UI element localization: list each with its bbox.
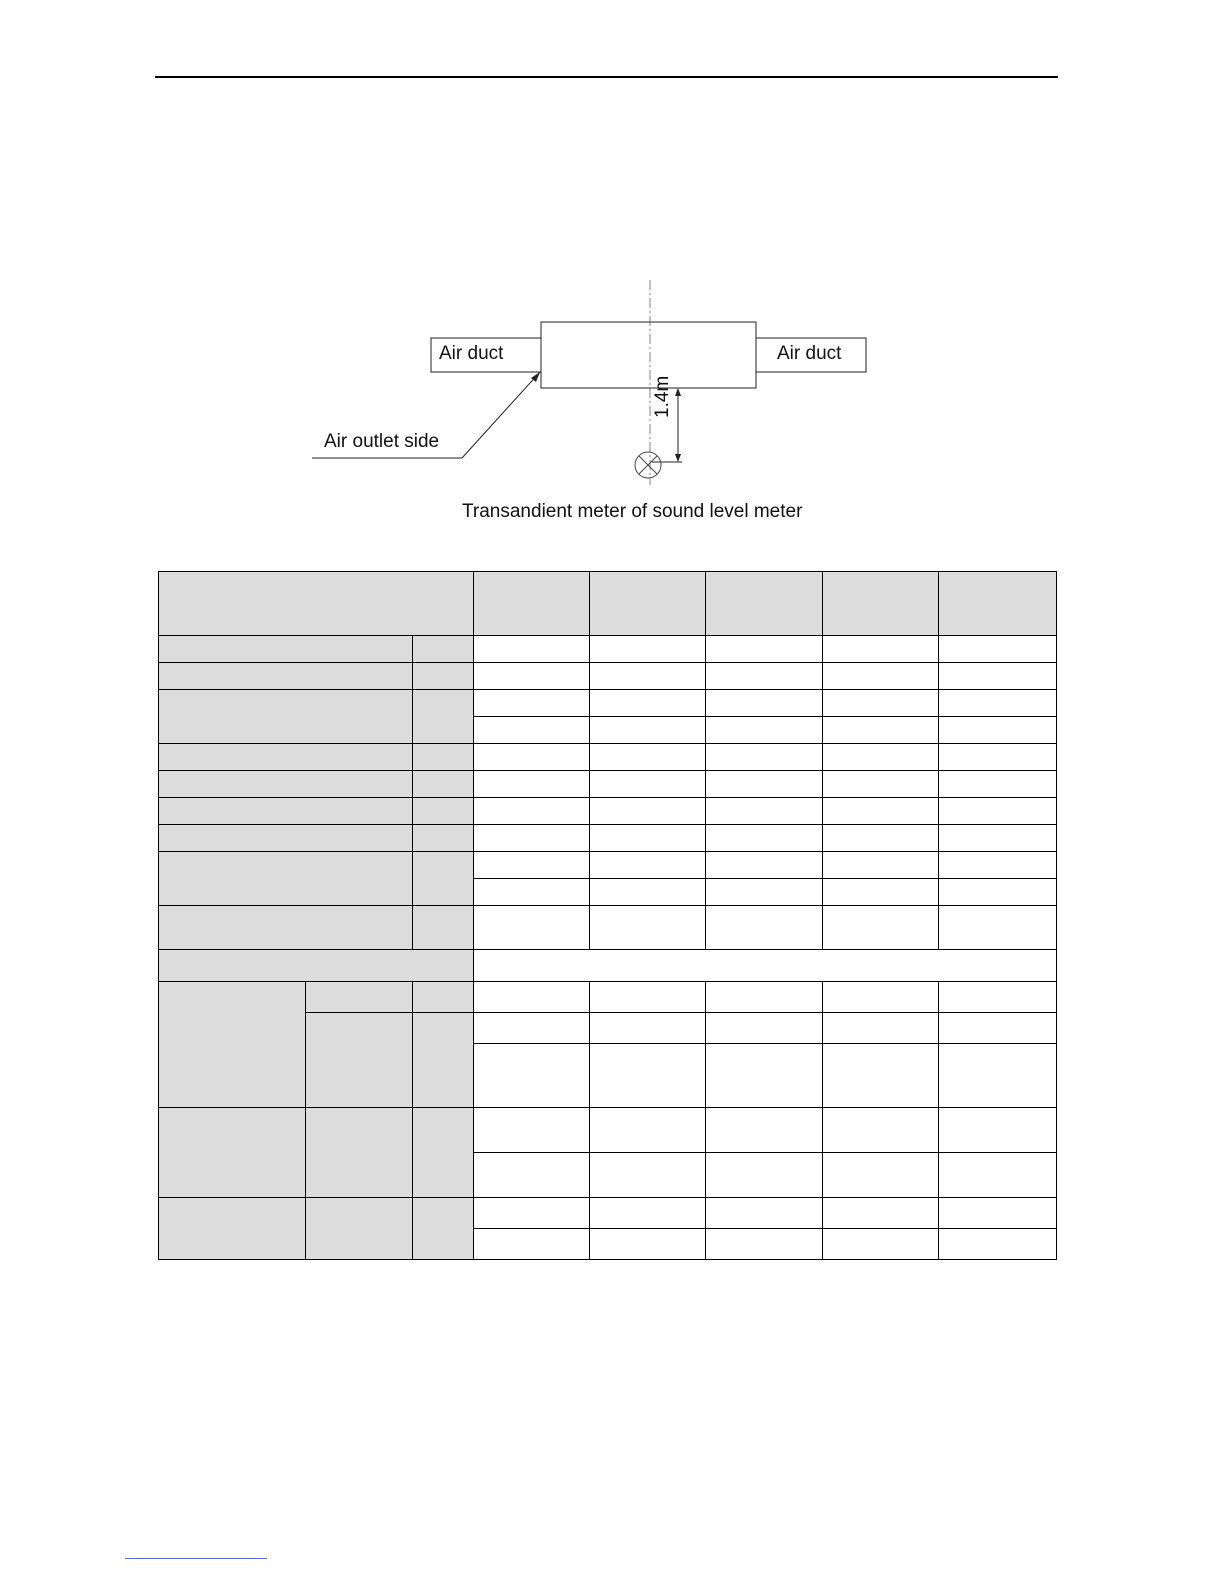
value-cell xyxy=(823,1229,939,1260)
header-rule xyxy=(155,76,1058,78)
label-cell xyxy=(159,744,413,771)
value-cell xyxy=(590,1153,706,1198)
header-cell xyxy=(590,572,706,636)
value-cell xyxy=(590,717,706,744)
value-cell xyxy=(939,1229,1057,1260)
table-row xyxy=(159,1198,1057,1229)
value-cell xyxy=(590,636,706,663)
header-cell xyxy=(159,572,474,636)
value-cell xyxy=(823,1198,939,1229)
value-cell xyxy=(706,717,823,744)
label-cell xyxy=(159,825,413,852)
value-cell xyxy=(939,852,1057,879)
diagram-drawing xyxy=(300,270,920,540)
value-cell xyxy=(823,1108,939,1153)
table-row xyxy=(159,1108,1057,1153)
value-cell xyxy=(706,636,823,663)
unit-cell xyxy=(413,1013,474,1108)
header-cell xyxy=(474,572,590,636)
value-cell xyxy=(706,982,823,1013)
table-row xyxy=(159,663,1057,690)
value-cell xyxy=(706,1153,823,1198)
dimension-arrow-bottom xyxy=(675,454,681,462)
value-cell xyxy=(474,1229,590,1260)
value-cell xyxy=(823,879,939,906)
unit-cell xyxy=(413,690,474,744)
table-header-row xyxy=(159,572,1057,636)
value-cell xyxy=(823,771,939,798)
value-cell xyxy=(823,690,939,717)
value-cell xyxy=(939,744,1057,771)
value-cell xyxy=(823,906,939,950)
header-cell xyxy=(706,572,823,636)
value-cell xyxy=(939,771,1057,798)
value-cell xyxy=(706,906,823,950)
value-cell xyxy=(590,852,706,879)
label-cell xyxy=(159,906,413,950)
right-duct-label: Air duct xyxy=(777,343,842,364)
value-cell xyxy=(590,798,706,825)
merged-value-cell xyxy=(474,950,1057,982)
value-cell xyxy=(939,879,1057,906)
value-cell xyxy=(939,663,1057,690)
value-cell xyxy=(590,744,706,771)
sub-label-cell xyxy=(306,1198,413,1260)
value-cell xyxy=(823,663,939,690)
value-cell xyxy=(474,1153,590,1198)
sub-label-cell xyxy=(306,982,413,1013)
value-cell xyxy=(823,717,939,744)
value-cell xyxy=(474,825,590,852)
unit-box xyxy=(541,322,756,388)
value-cell xyxy=(939,690,1057,717)
header-cell xyxy=(939,572,1057,636)
value-cell xyxy=(706,852,823,879)
value-cell xyxy=(474,663,590,690)
value-cell xyxy=(590,1229,706,1260)
footer-link-underline xyxy=(125,1558,267,1559)
table-row xyxy=(159,798,1057,825)
value-cell xyxy=(939,1044,1057,1108)
value-cell xyxy=(590,663,706,690)
dimension-arrow-top xyxy=(675,388,681,396)
table-row xyxy=(159,636,1057,663)
value-cell xyxy=(474,771,590,798)
value-cell xyxy=(823,636,939,663)
diagram-caption: Transandient meter of sound level meter xyxy=(462,501,803,522)
value-cell xyxy=(823,852,939,879)
sub-label-cell xyxy=(306,1013,413,1108)
value-cell xyxy=(474,798,590,825)
value-cell xyxy=(590,690,706,717)
value-cell xyxy=(823,1013,939,1044)
value-cell xyxy=(474,690,590,717)
specification-table xyxy=(158,571,1057,1260)
value-cell xyxy=(590,825,706,852)
value-cell xyxy=(706,663,823,690)
table-row xyxy=(159,690,1057,717)
value-cell xyxy=(823,1044,939,1108)
value-cell xyxy=(590,1044,706,1108)
group-label-cell xyxy=(159,1198,306,1260)
label-cell xyxy=(159,663,413,690)
unit-cell xyxy=(413,1198,474,1260)
value-cell xyxy=(706,771,823,798)
value-cell xyxy=(823,982,939,1013)
table-row xyxy=(159,771,1057,798)
sub-label-cell xyxy=(306,1108,413,1198)
unit-cell xyxy=(413,744,474,771)
sound-measurement-diagram xyxy=(300,270,920,540)
value-cell xyxy=(939,1013,1057,1044)
value-cell xyxy=(706,1108,823,1153)
value-cell xyxy=(474,906,590,950)
outlet-leader-line xyxy=(462,372,540,458)
distance-label: 1.4m xyxy=(652,375,673,418)
unit-cell xyxy=(413,636,474,663)
table-row xyxy=(159,982,1057,1013)
value-cell xyxy=(474,982,590,1013)
value-cell xyxy=(474,879,590,906)
value-cell xyxy=(474,1013,590,1044)
label-cell xyxy=(159,771,413,798)
value-cell xyxy=(474,1198,590,1229)
unit-cell xyxy=(413,852,474,906)
value-cell xyxy=(590,1108,706,1153)
label-cell xyxy=(159,852,413,906)
value-cell xyxy=(474,744,590,771)
unit-cell xyxy=(413,825,474,852)
value-cell xyxy=(939,1198,1057,1229)
crossed-circle-icon xyxy=(635,452,661,478)
value-cell xyxy=(474,717,590,744)
value-cell xyxy=(823,744,939,771)
value-cell xyxy=(706,690,823,717)
left-duct-label: Air duct xyxy=(439,343,504,364)
value-cell xyxy=(706,1013,823,1044)
value-cell xyxy=(706,1044,823,1108)
value-cell xyxy=(823,798,939,825)
unit-cell xyxy=(413,798,474,825)
label-cell xyxy=(159,950,474,982)
value-cell xyxy=(590,906,706,950)
value-cell xyxy=(590,1198,706,1229)
value-cell xyxy=(939,717,1057,744)
value-cell xyxy=(939,982,1057,1013)
value-cell xyxy=(706,798,823,825)
label-cell xyxy=(159,690,413,744)
table-row xyxy=(159,825,1057,852)
value-cell xyxy=(939,636,1057,663)
label-cell xyxy=(159,636,413,663)
value-cell xyxy=(706,825,823,852)
air-outlet-label: Air outlet side xyxy=(324,431,440,452)
value-cell xyxy=(706,1198,823,1229)
value-cell xyxy=(706,744,823,771)
value-cell xyxy=(939,906,1057,950)
unit-cell xyxy=(413,771,474,798)
label-cell xyxy=(159,798,413,825)
value-cell xyxy=(939,1108,1057,1153)
value-cell xyxy=(706,879,823,906)
value-cell xyxy=(823,1153,939,1198)
unit-cell xyxy=(413,663,474,690)
value-cell xyxy=(474,1044,590,1108)
table-row xyxy=(159,744,1057,771)
value-cell xyxy=(939,1153,1057,1198)
unit-cell xyxy=(413,982,474,1013)
value-cell xyxy=(474,636,590,663)
unit-cell xyxy=(413,906,474,950)
value-cell xyxy=(590,879,706,906)
header-cell xyxy=(823,572,939,636)
value-cell xyxy=(590,771,706,798)
value-cell xyxy=(474,852,590,879)
value-cell xyxy=(939,798,1057,825)
value-cell xyxy=(706,1229,823,1260)
value-cell xyxy=(939,825,1057,852)
table-row xyxy=(159,906,1057,950)
group-label-cell xyxy=(159,1108,306,1198)
value-cell xyxy=(823,825,939,852)
group-label-cell xyxy=(159,982,306,1108)
table-row xyxy=(159,852,1057,879)
value-cell xyxy=(474,1108,590,1153)
unit-cell xyxy=(413,1108,474,1198)
table-row xyxy=(159,950,1057,982)
value-cell xyxy=(590,982,706,1013)
value-cell xyxy=(590,1013,706,1044)
